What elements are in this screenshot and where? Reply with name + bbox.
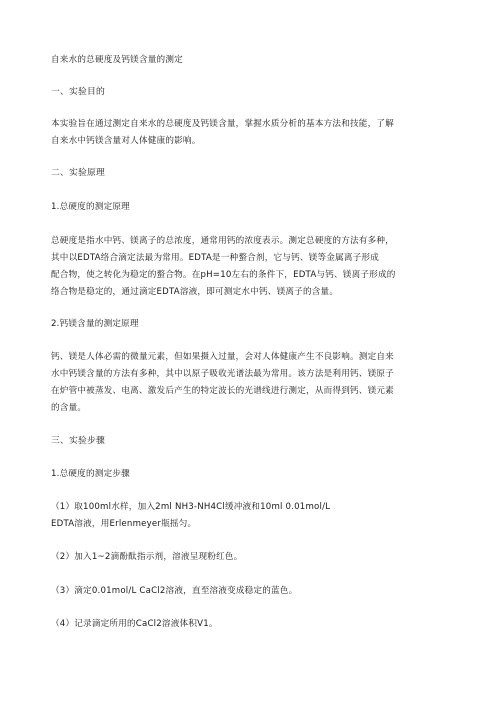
paragraph-line: 配合物，使之转化为稳定的螯合物。在pH=10左右的条件下，EDTA与钙、镁离子形成的 bbox=[51, 270, 396, 280]
paragraph-line: 在炉管中被蒸发、电离、激发后产生的特定波长的光谱线进行测定，从而得到钙、镁元素 bbox=[51, 386, 394, 396]
section-heading-principle: 二、实验原理 bbox=[51, 168, 105, 178]
paragraph-line: 钙、镁是人体必需的微量元素，但如果摄入过量，会对人体健康产生不良影响。测定自来 bbox=[51, 352, 394, 362]
paragraph-line: 其中以EDTA络合滴定法最为常用。EDTA是一种螯合剂，它与钙、镁等金属离子形成 bbox=[51, 253, 380, 263]
subsection-heading-total-hardness-steps: 1.总硬度的测定步骤 bbox=[51, 469, 130, 479]
document-title: 自来水的总硬度及钙镁含量的测定 bbox=[51, 55, 183, 65]
paragraph-line: 水中钙镁含量的方法有多种，其中以原子吸收光谱法最为常用。该方法是利用钙、镁原子 bbox=[51, 369, 394, 379]
step-item: （1）取100ml水样，加入2ml NH3-NH4Cl缓冲液和10ml 0.01mol/L bbox=[51, 502, 331, 512]
step-item: （4）记录滴定所用的CaCl2溶液体积V1。 bbox=[51, 619, 218, 629]
subsection-heading-ca-mg: 2.钙镁含量的测定原理 bbox=[51, 319, 139, 329]
subsection-heading-total-hardness: 1.总硬度的测定原理 bbox=[51, 202, 130, 212]
step-item: （3）滴定0.01mol/L CaCl2溶液，直至溶液变成稳定的蓝色。 bbox=[51, 586, 298, 596]
paragraph-line: 总硬度是指水中钙、镁离子的总浓度，通常用钙的浓度表示。测定总硬度的方法有多种， bbox=[51, 236, 394, 246]
step-item-continued: EDTA溶液，用Erlenmeyer瓶摇匀。 bbox=[51, 519, 197, 529]
paragraph-line: 络合物是稳定的，通过滴定EDTA溶液，即可测定水中钙、镁离子的含量。 bbox=[51, 287, 339, 297]
paragraph-line: 的含量。 bbox=[51, 403, 87, 413]
section-heading-steps: 三、实验步骤 bbox=[51, 436, 105, 446]
paragraph-line: 自来水中钙镁含量对人体健康的影响。 bbox=[51, 136, 201, 146]
paragraph-line: 本实验旨在通过测定自来水的总硬度及钙镁含量，掌握水质分析的基本方法和技能，了解 bbox=[51, 119, 394, 129]
step-item: （2）加入1~2滴酚酞指示剂，溶液呈现粉红色。 bbox=[51, 552, 243, 562]
section-heading-purpose: 一、实验目的 bbox=[51, 87, 105, 97]
